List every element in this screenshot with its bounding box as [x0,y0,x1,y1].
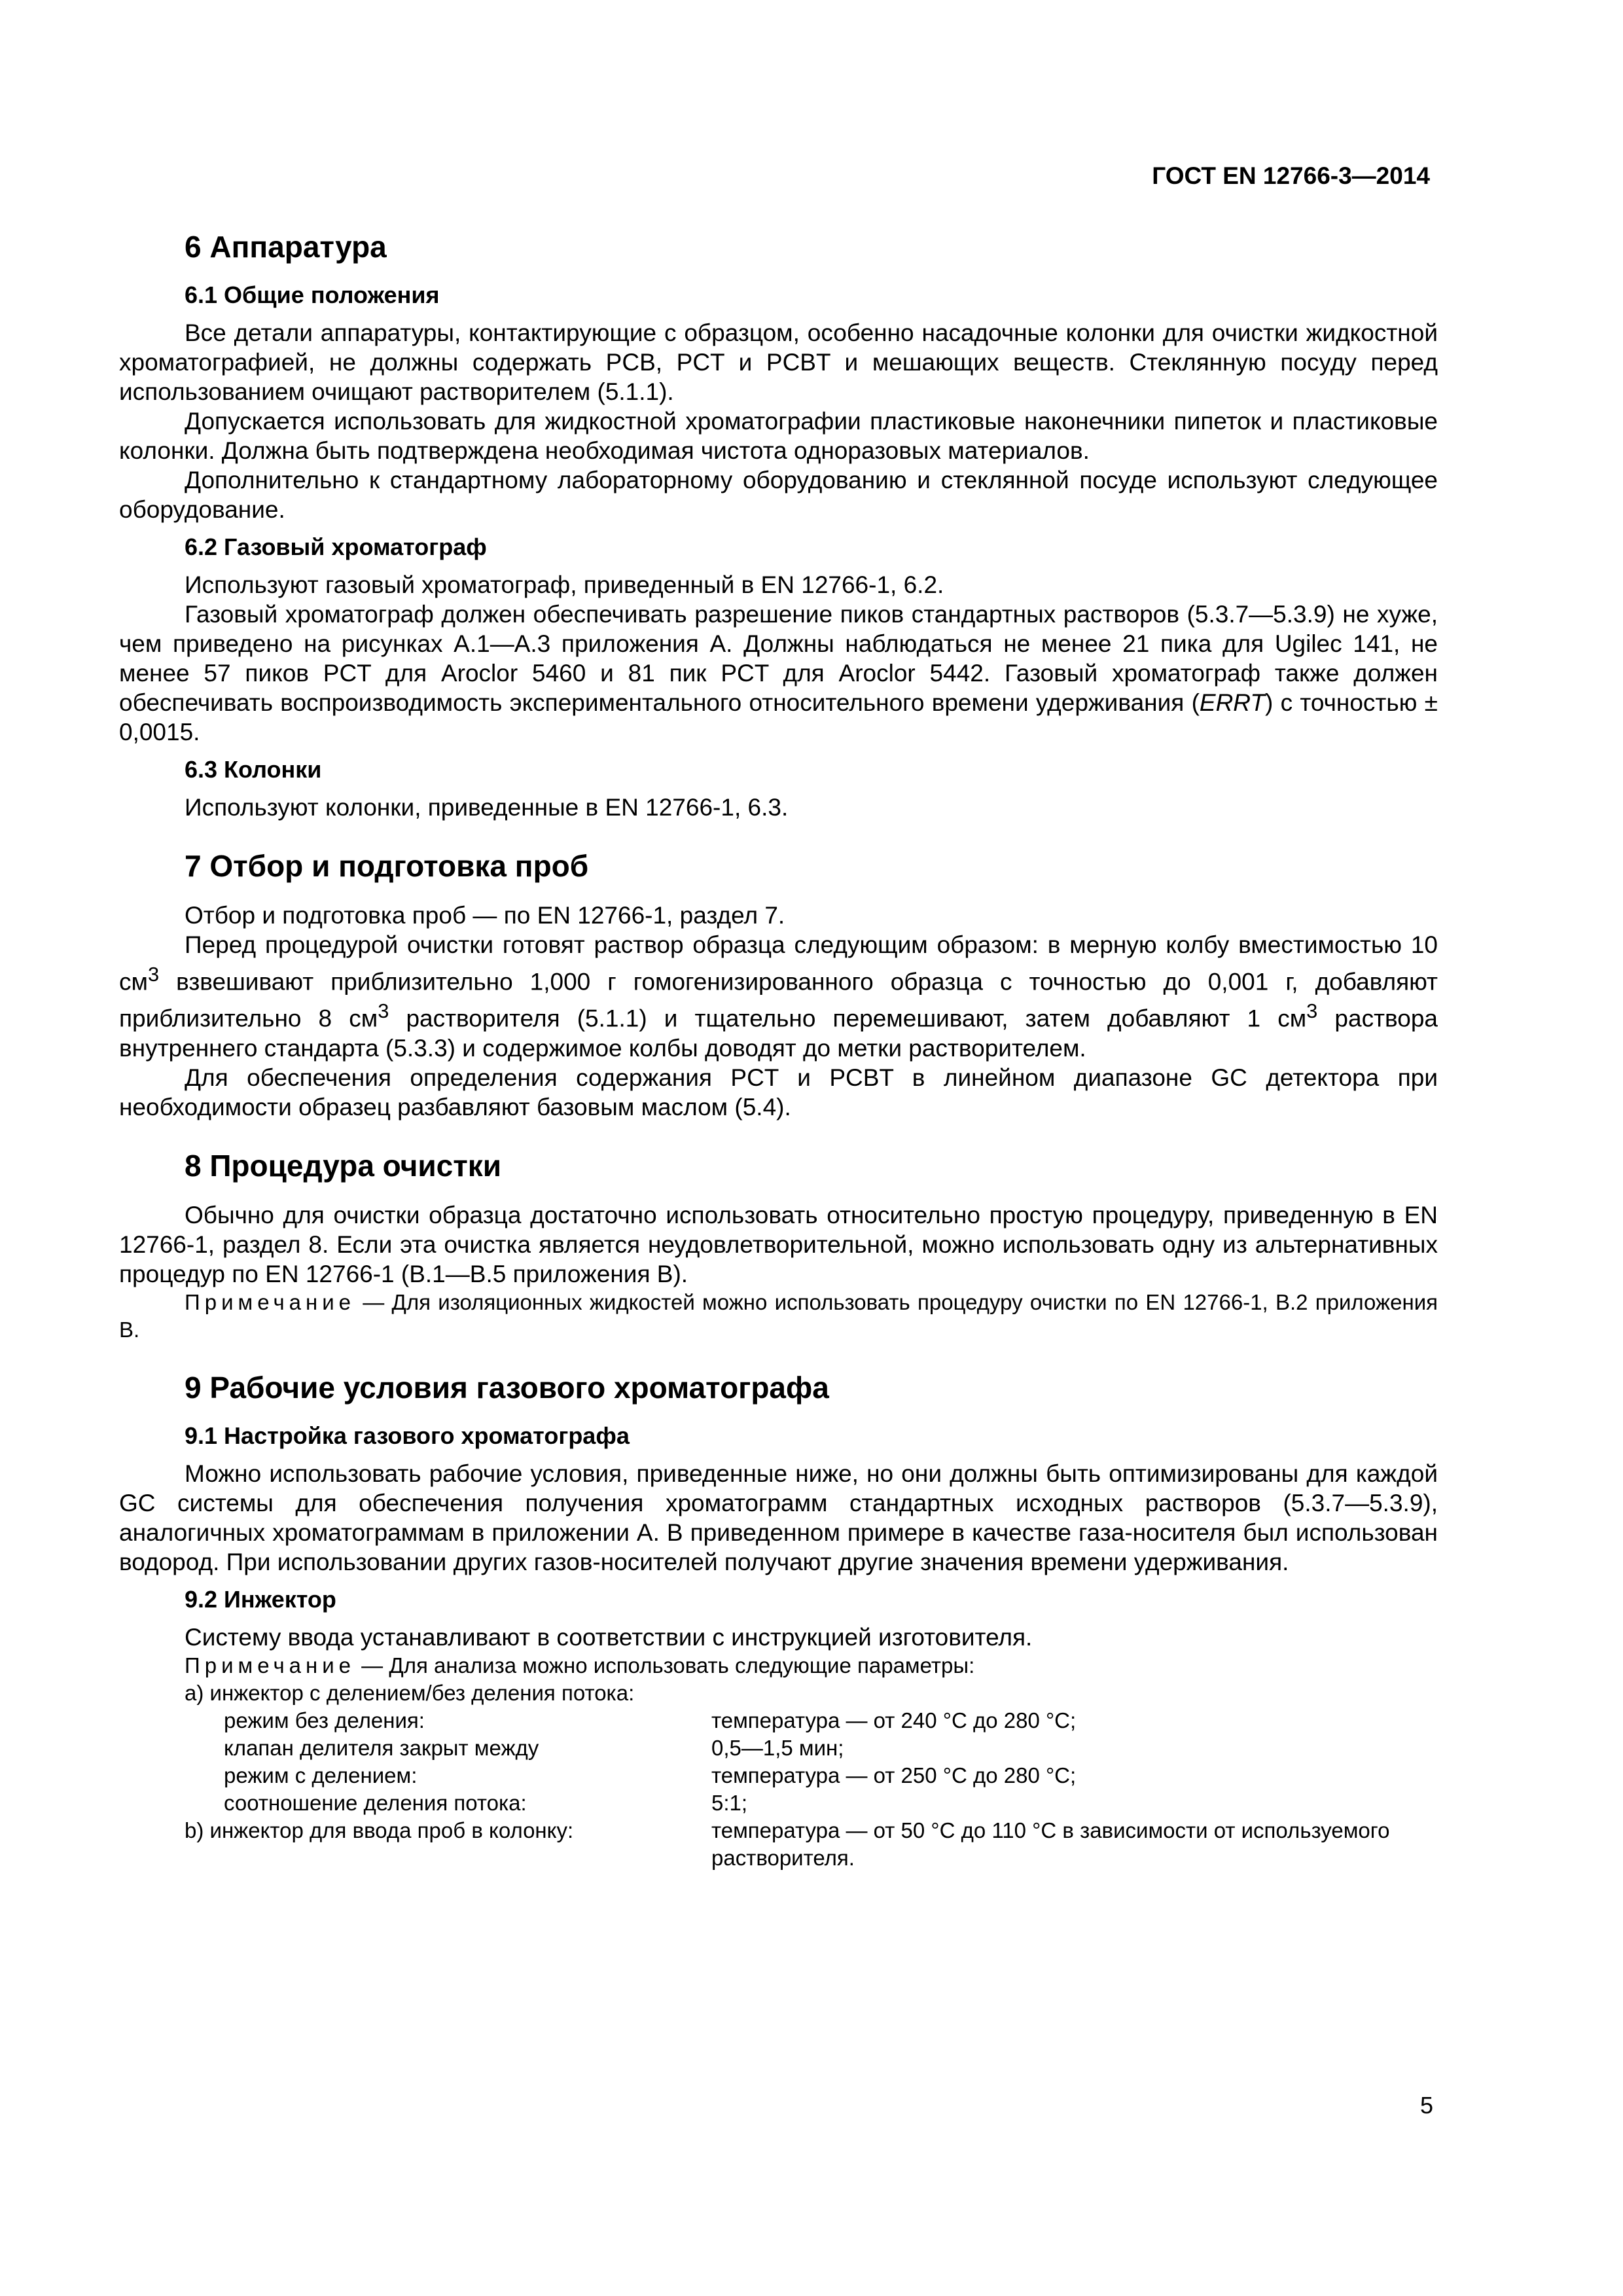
param-row [119,1789,1438,1817]
param-label: режим без деления: [224,1708,425,1732]
paragraph-6-1-1: Все детали аппаратуры, контактирующие с образцом, особенно насадочные колонки для очистки жидкостной хроматографией, не должны содержать PCB, PCT и PCBT и мешающих веществ. Стеклянную посуду перед использованием очищают растворителем (5.1.1). [119,319,1438,405]
param-row [119,1679,1438,1707]
paragraph-7-3: Для обеспечения определения содержания PCT и PCBT в линейном диапазоне GC детектора при необходимости образец разбавляют базовым маслом (5.4). [119,1064,1438,1121]
paragraph-9-1-1: Можно использовать рабочие условия, приведенные ниже, но они должны быть оптимизированы для каждой GC системы для обеспечения получения хроматограмм стандартных исходных растворов (5.3.7—5.3.9), аналогичных хроматограммам в приложении А. В приведенном примере в качестве газа-носителя был использован водород. При использовании других газов-носителей получают другие значения времени удерживания. [119,1460,1438,1575]
param-row [119,1734,1438,1762]
document-body [119,229,1438,1872]
paragraph-7-2-part-d: раствора внутреннего стандарта (5.3.3) и содержимое колбы доводят до метки растворителем. [119,1005,1438,1062]
superscript-3: 3 [378,999,389,1023]
param-label: клапан делителя закрыт между [224,1735,539,1760]
paragraph-7-2-part-b: взвешивают приблизительно 1,000 г гомогенизированного образца с точностью до 0,001 г, добавляют приблизительно 8 см [119,968,1438,1032]
superscript-3: 3 [147,963,160,986]
paragraph-7-2-part-c: растворителя (5.1.1) и тщательно перемешивают, затем добавляют 1 см [389,1005,1307,1032]
paragraph-6-1-3: Дополнительно к стандартному лабораторному оборудованию и стеклянной посуде используют следующее оборудование. [119,467,1438,523]
paragraph-8-1: Обычно для очистки образца достаточно использовать относительно простую процедуру, приведенную в EN 12766-1, раздел 8. Если эта очистка является неудовлетворительной, можно использовать одну из альтернативных процедур по EN 12766-1 (В.1—В.5 приложения В). [119,1201,1438,1287]
section-6-title: 6 Аппаратура [185,230,387,264]
paragraph-6-2-2-part-a: Газовый хроматограф должен обеспечивать разрешение пиков стандартных растворов (5.3.7—5.3.9) не хуже, чем приведено на рисунках А.1—А.3 приложения А. Должны наблюдаться не менее 21 пика для Ugilec 141, не менее 57 пиков PCT для Aroclor 5460 и 81 пик PCT для Aroclor 5442. Газовый хроматограф также должен обеспечивать воспроизводимость экспериментального относительного времени удерживания ( [119,601,1438,716]
section-9-title: 9 Рабочие условия газового хроматографа [185,1370,829,1405]
param-value [711,1679,1438,1707]
injector-parameters-list [119,1679,1438,1872]
paragraph-6-2-2 [119,600,1438,747]
param-value: температура — от 250 °С до 280 °С; [711,1763,1077,1787]
paragraph-9-2-1: Систему ввода устанавливают в соответствии с инструкцией изготовителя. [185,1623,1033,1651]
note-9-2 [119,1652,1438,1679]
param-value: температура — от 240 °С до 280 °С; [711,1708,1077,1732]
note-8 [119,1289,1438,1344]
document-header-id: ГОСТ EN 12766-3—2014 [1152,162,1430,189]
param-value: температура — от 50 °С до 110 °С в зависимости от используемого растворителя. [711,1818,1390,1870]
paragraph-6-2-2-part-b: ) с точностью ± 0,0015. [119,689,1438,745]
param-value: 5:1; [711,1790,748,1815]
page-number: 5 [1419,2092,1433,2119]
note-9-2-text: — Для анализа можно использовать следующие параметры: [355,1653,975,1677]
paragraph-6-1-2: Допускается использовать для жидкостной хроматографии пластиковые наконечники пипеток и пластиковые колонки. Должна быть подтверждена необходимая чистота одноразовых материалов. [119,408,1438,464]
paragraph-6-2-1: Используют газовый хроматограф, приведенный в EN 12766-1, 6.2. [185,571,944,598]
param-label: режим с делением: [224,1763,418,1787]
section-7-title: 7 Отбор и подготовка проб [185,849,589,883]
note-8-text: — Для изоляционных жидкостей можно использовать процедуру очистки по EN 12766-1, В.2 приложения В. [119,1289,1438,1342]
param-label: a) инжектор с делением/без деления потока: [185,1680,635,1705]
subsection-6-3-title: 6.3 Колонки [185,756,322,783]
section-8-title: 8 Процедура очистки [185,1148,502,1183]
note-label: Примечание [185,1653,356,1677]
param-label: соотношение деления потока: [224,1790,527,1815]
subsection-9-1-title: 9.1 Настройка газового хроматографа [185,1422,630,1449]
paragraph-7-1: Отбор и подготовка проб — по EN 12766-1, раздел 7. [185,902,785,929]
param-row [119,1817,1438,1872]
paragraph-7-2-part-a: Перед процедурой очистки готовят раствор образца следующим образом: в мерную колбу вместимостью 10 см [119,931,1438,996]
subsection-6-1-title: 6.1 Общие положения [185,281,440,308]
param-value: 0,5—1,5 мин; [711,1735,844,1760]
errt-abbrev: ERRT [1199,689,1265,716]
paragraph-6-3-1: Используют колонки, приведенные в EN 12766-1, 6.3. [185,794,789,821]
subsection-6-2-title: 6.2 Газовый хроматограф [185,533,487,560]
param-row [119,1762,1438,1789]
paragraph-7-2 [119,930,1438,1063]
superscript-3: 3 [1306,999,1318,1023]
subsection-9-2-title: 9.2 Инжектор [185,1585,336,1613]
param-label: b) инжектор для ввода проб в колонку: [185,1818,574,1842]
note-label: Примечание [185,1289,356,1314]
param-row [119,1707,1438,1734]
